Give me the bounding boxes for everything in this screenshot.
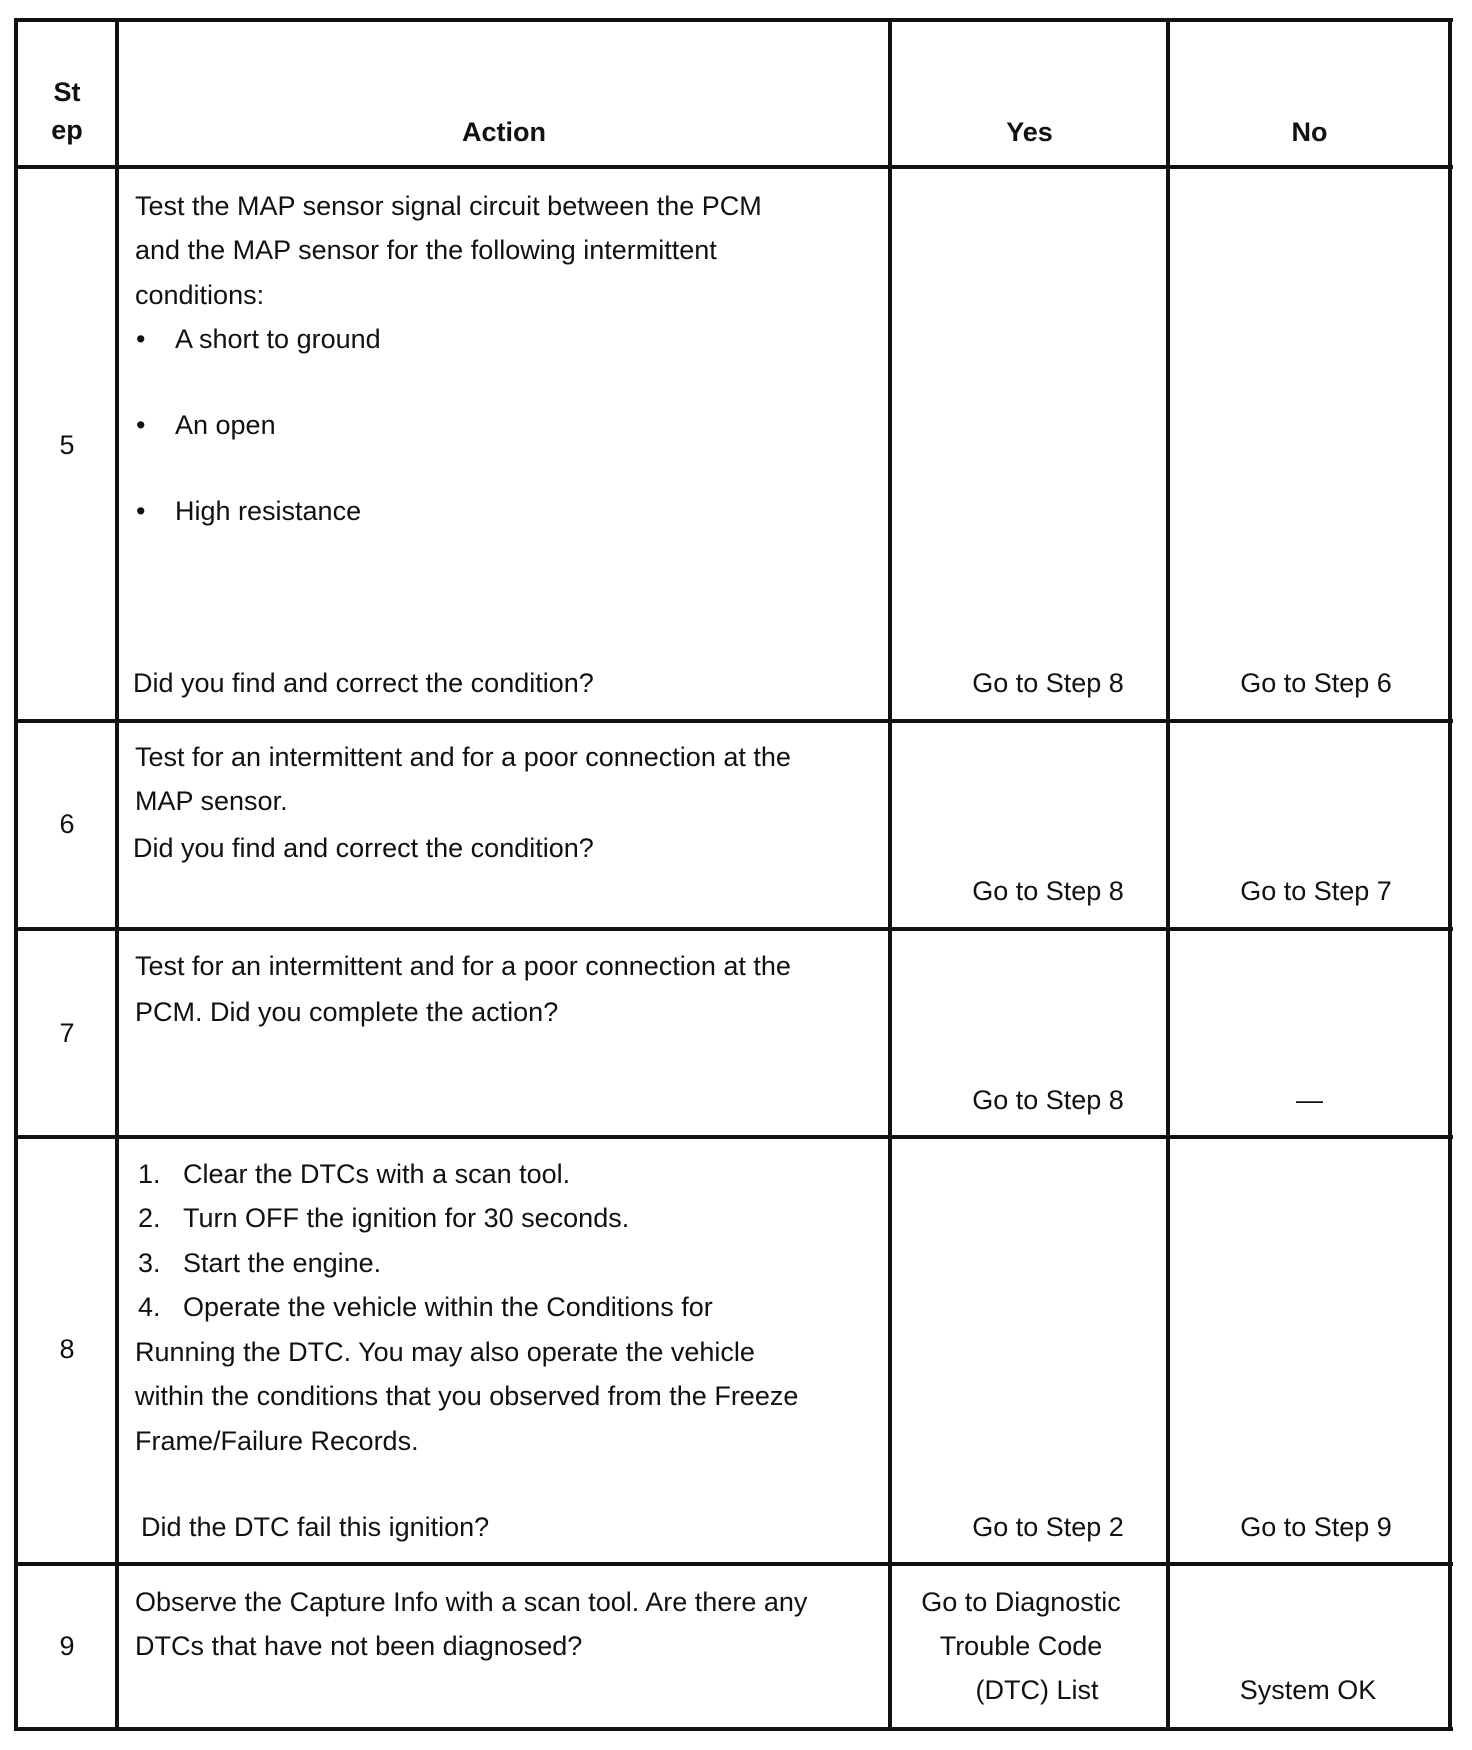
list-number: 3. [138,1248,161,1278]
action-text: and the MAP sensor for the following intermittent [135,235,717,265]
table-border-top [15,18,1453,22]
bullet-item: An open [175,410,276,440]
yes-result: Go to Step 8 [972,876,1124,906]
no-result: Go to Step 9 [1240,1512,1392,1542]
col-divider [115,18,119,1731]
yes-result: Trouble Code [939,1631,1103,1661]
bullet-item: A short to ground [175,324,381,354]
list-number: 2. [138,1203,161,1233]
action-text: Frame/Failure Records. [135,1426,419,1456]
row-divider [15,165,1453,169]
list-item: Operate the vehicle within the Conditions for [183,1292,713,1322]
yes-result: (DTC) List [975,1675,1099,1705]
action-text: MAP sensor. [135,786,288,816]
step-number: 5 [59,430,75,460]
action-text: PCM. Did you complete the action? [135,997,559,1027]
step-number: 7 [59,1018,75,1048]
bullet-icon: • [136,410,146,440]
action-text: Test for an intermittent and for a poor connection at the [135,742,791,772]
step-number: 8 [59,1334,75,1364]
list-number: 1. [138,1159,161,1189]
no-result: Go to Step 7 [1240,876,1392,906]
table-border-right [1448,18,1452,1731]
header-step-line1: St [53,77,81,107]
row-divider [15,1135,1453,1139]
action-question: Did you find and correct the condition? [133,668,594,698]
header-step [18,70,116,152]
table-border-bottom [15,1727,1453,1731]
row-divider [15,1562,1453,1566]
yes-result: Go to Step 2 [972,1512,1124,1542]
action-text: Observe the Capture Info with a scan tool. Are there any [135,1587,808,1617]
action-text: Test the MAP sensor signal circuit between the PCM [135,191,762,221]
list-item: Start the engine. [183,1248,382,1278]
action-text: conditions: [135,280,265,310]
bullet-icon: • [136,496,146,526]
action-question: Did the DTC fail this ignition? [141,1512,490,1542]
row-divider [15,927,1453,931]
col-divider [14,18,18,1731]
list-item: Clear the DTCs with a scan tool. [183,1159,571,1189]
action-text: within the conditions that you observed from the Freeze [135,1381,799,1411]
step-number: 6 [59,809,75,839]
no-result: Go to Step 6 [1240,668,1392,698]
yes-result: Go to Diagnostic [921,1587,1121,1617]
yes-result: Go to Step 8 [972,1085,1124,1115]
action-text: DTCs that have not been diagnosed? [135,1631,583,1661]
header-action: Action [462,117,546,147]
step-number: 9 [59,1631,75,1661]
action-question: Did you find and correct the condition? [133,833,594,863]
header-no: No [1291,117,1328,147]
action-text: Running the DTC. You may also operate the vehicle [135,1337,755,1367]
no-result: — [1296,1085,1323,1115]
bullet-icon: • [136,324,146,354]
bullet-item: High resistance [175,496,362,526]
row-divider [15,719,1453,723]
list-item: Turn OFF the ignition for 30 seconds. [183,1203,630,1233]
list-number: 4. [138,1292,161,1322]
yes-result: Go to Step 8 [972,668,1124,698]
no-result: System OK [1239,1675,1377,1705]
header-step-line2: ep [51,115,83,145]
action-text: Test for an intermittent and for a poor connection at the [135,951,791,981]
header-yes: Yes [1006,117,1053,147]
